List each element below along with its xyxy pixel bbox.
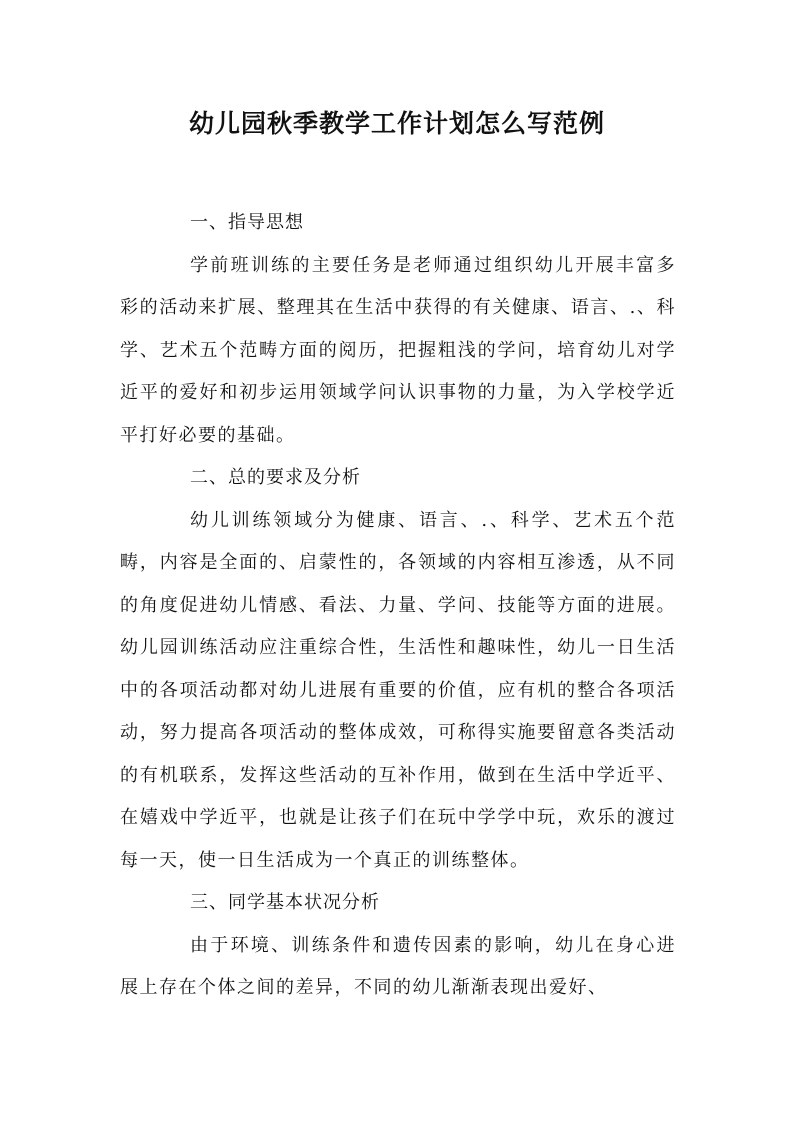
section-paragraph-student-analysis: 由于环境、训练条件和遗传因素的影响，幼儿在身心进展上存在个体之间的差异，不同的幼儿渐渐表现出爱好、	[120, 934, 676, 998]
section-heading-guiding-ideology: 一、指导思想	[190, 212, 304, 233]
section-heading-general-requirements: 二、总的要求及分析	[190, 467, 361, 488]
document-title: 幼儿园秋季教学工作计划怎么写范例	[188, 109, 605, 138]
section-paragraph-general-requirements: 幼儿训练领域分为健康、语言、.、科学、艺术五个范畴，内容是全面的、启蒙性的，各领域的内容相互渗透，从不同的角度促进幼儿情感、看法、力量、学问、技能等方面的进展。幼儿园训练活动应注重综合性，生活性和趣味性，幼儿一日生活中的各项活动都对幼儿进展有重要的价值，应有机的整合各项活动，努力提高各项活动的整体成效，可称得实施要留意各类活动的有机联系，发挥这些活动的互补作用，做到在生活中学近平、在嬉戏中学近平，也就是让孩子们在玩中学学中玩，欢乐的渡过每一天，使一日生活成为一个真正的训练整体。	[120, 509, 676, 871]
document-body	[120, 202, 676, 1010]
section-heading-student-analysis: 三、同学基本状况分析	[190, 892, 380, 913]
section-paragraph-guiding-ideology: 学前班训练的主要任务是老师通过组织幼儿开展丰富多彩的活动来扩展、整理其在生活中获得的有关健康、语言、.、科学、艺术五个范畴方面的阅历，把握粗浅的学问，培育幼儿对学近平的爱好和初步运用领域学问认识事物的力量，为入学校学近平打好必要的基础。	[120, 254, 676, 446]
